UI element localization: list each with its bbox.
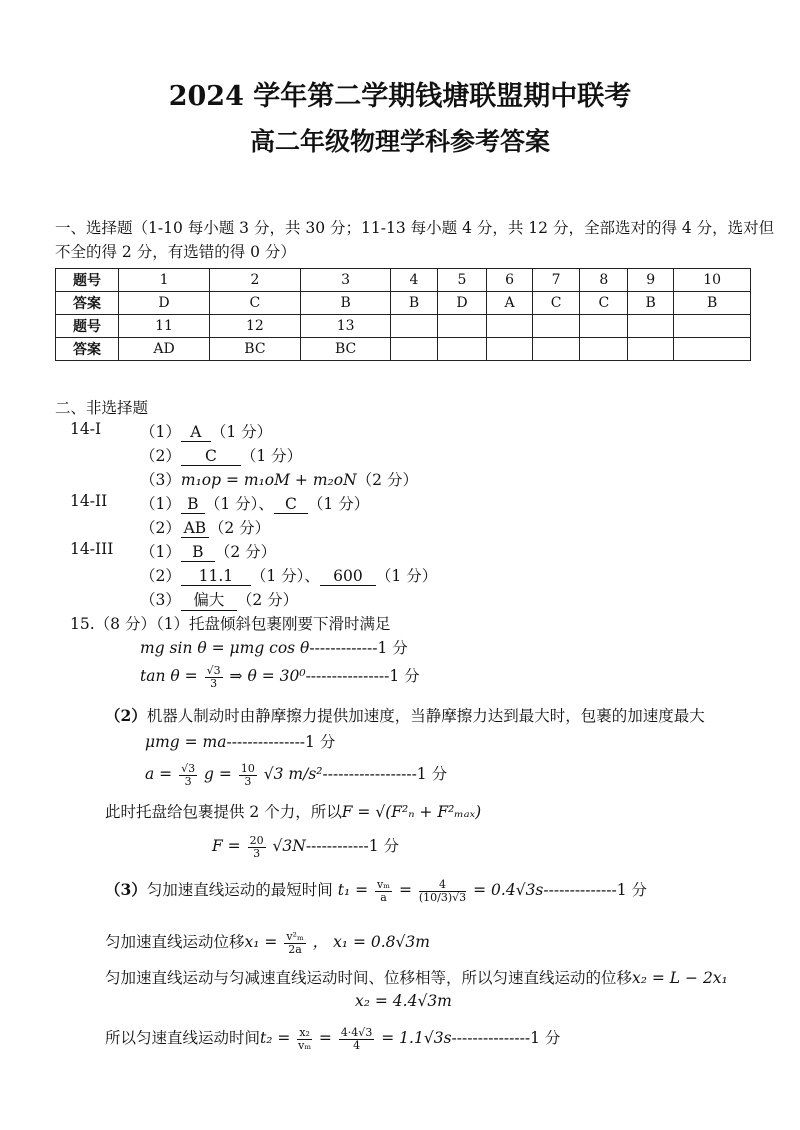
- q15-eq3: μmg = ma---------------1 分: [145, 733, 336, 751]
- q14-2-answer-2: （2） AB （2 分）: [140, 519, 271, 537]
- q14-2-answer-1: （1） B （1 分）、 C （1 分）: [140, 495, 370, 513]
- q15-t2-line: 所以匀速直线运动时间t₂ = $\frac{\text{x₂}}{\text{vₘ}}$ = $\frac{4\cdot 4√3}{4}$ = 1.1√3s---------------1 分: [105, 1025, 561, 1052]
- q14-1-answer-3: （3）m₁op = m₁oM + m₂oN（2 分）: [140, 471, 418, 489]
- table-row-q1: 题号 1 2 3 4 5 6 7 8 9 10: [56, 269, 751, 292]
- q15-eq2: tan θ = $\frac{√3}{3}$ ⇒ θ = 30⁰----------------1 分: [140, 663, 420, 690]
- q14-3-label: 14-III: [70, 540, 114, 558]
- q15-eq1: mg sin θ = μmg cos θ-------------1 分: [140, 639, 408, 657]
- section2-heading: 二、非选择题: [55, 399, 149, 417]
- q14-1-label: 14-I: [70, 420, 102, 438]
- q15-part2-label: （2）机器人制动时由静摩擦力提供加速度，当静摩擦力达到最大时，包裹的加速度最大: [105, 706, 705, 725]
- table-row-q2: 题号 11 12 13: [56, 315, 751, 338]
- q14-1-answer-1: （1） A （1 分）: [140, 423, 273, 441]
- q14-3-answer-3: （3） 偏大 （2 分）: [140, 588, 298, 611]
- q15-eq5: F = $\frac{20}{3}$ √3N------------1 分: [212, 833, 399, 860]
- section1-instructions-line2: 不全的得 2 分，有选错的得 0 分）: [55, 243, 296, 261]
- q15-heading: 15.（8 分）（1）托盘倾斜包裹刚要下滑时满足: [70, 615, 391, 633]
- q14-3-answer-1: （1） B （2 分）: [140, 543, 277, 561]
- q15-part3-line: （3）匀加速直线运动的最短时间 t₁ = $\frac{\text{vₘ}}{a}$ = $\frac{4}{(10/3)√3}$ = 0.4√3s--------------1 分: [105, 877, 648, 904]
- q15-force-line: 此时托盘给包裹提供 2 个力，所以F = √(F²ₙ + F²ₘₐₓ): [105, 803, 482, 821]
- answer-table: [55, 268, 751, 361]
- row-label: 题号: [56, 315, 119, 338]
- q15-x1-line: 匀加速直线运动位移x₁ = $\frac{\text{v²ₘ}}{2a}$ ， x₁ = 0.8√3m: [105, 929, 430, 956]
- row-label: 题号: [56, 269, 119, 292]
- table-row-a1: 答案 D C B B D A C C B B: [56, 292, 751, 315]
- page-title: 2024 学年第二学期钱塘联盟期中联考: [168, 81, 632, 112]
- q15-eq4: a = $\frac{√3}{3}$ g = $\frac{10}{3}$ √3 m/s²------------------1 分: [145, 761, 448, 788]
- page-subtitle: 高二年级物理学科参考答案: [249, 127, 550, 156]
- row-label: 答案: [56, 338, 119, 361]
- q15-x2-line: 匀加速直线运动与匀减速直线运动时间、位移相等，所以匀速直线运动的位移x₂ = L − 2x₁: [105, 969, 728, 987]
- q14-1-answer-2: （2） C （1 分）: [140, 447, 303, 465]
- q15-x2-value: x₂ = 4.4√3m: [355, 992, 452, 1010]
- q14-2-label: 14-II: [70, 492, 108, 510]
- section1-instructions-line1: 一、选择题（1-10 每小题 3 分，共 30 分；11-13 每小题 4 分，共 12 分，全部选对的得 4 分，选对但: [55, 219, 775, 237]
- q14-3-answer-2: （2） 11.1 （1 分）、 600 （1 分）: [140, 567, 438, 585]
- row-label: 答案: [56, 292, 119, 315]
- table-row-a2: 答案 AD BC BC: [56, 338, 751, 361]
